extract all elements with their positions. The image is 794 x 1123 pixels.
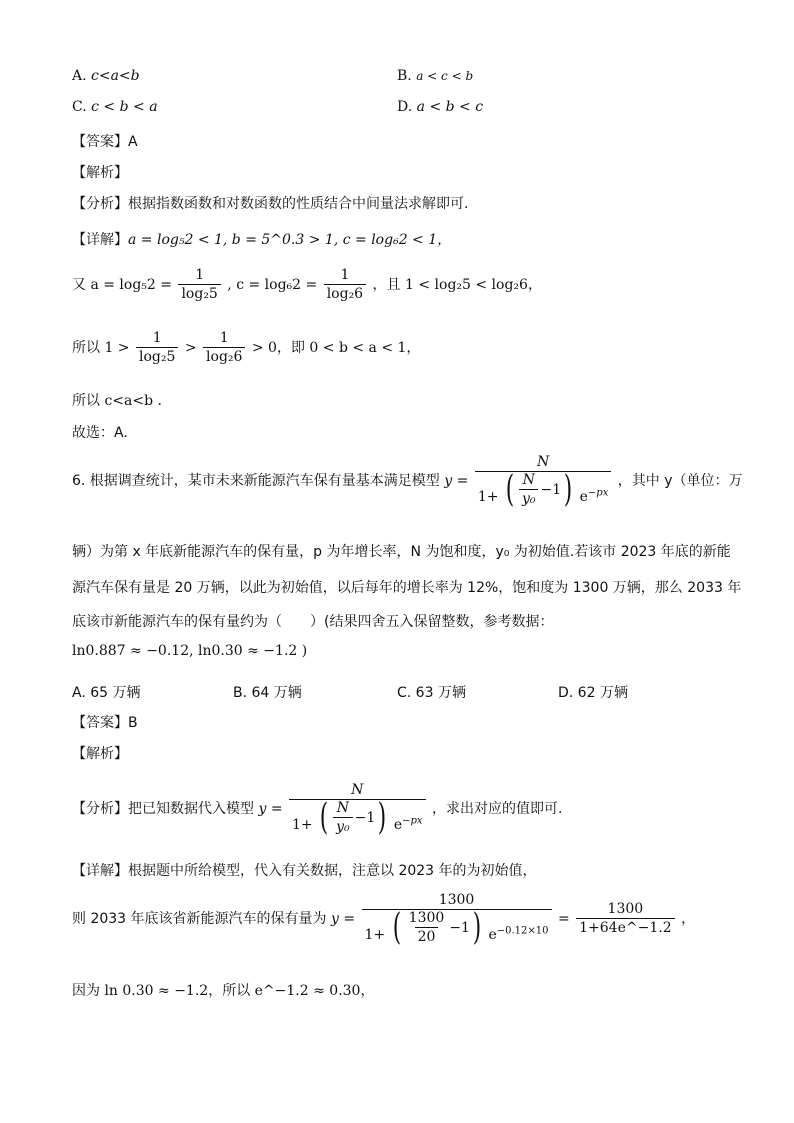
q5-detail-line3: 所以 1 > $\frac{1}{\text{log₂5}}$ > $\frac{1}{\text{log₂6}}$ > 0，即 0 < b < a < 1，: [72, 330, 421, 365]
fraction: $\frac{1300}{1+64e\^{}-1.2}$: [576, 901, 674, 937]
fraction: $\frac{1}{\text{log₂6}}$: [324, 267, 366, 303]
model-formula: N 1+ ( $\frac{N}{\text{y₀}}$ −1 ) $e^{-px}$: [475, 454, 612, 508]
q5-option-b: B. a < c < b: [397, 68, 474, 84]
q6-option-d: D. 62 万辆: [558, 685, 628, 701]
q5-detail-line1: 【详解】a = log₅2 < 1, b = 5^0.3 > 1, c = log₆2 < 1，: [72, 232, 452, 248]
q6-stem-line2: 辆）为第 x 年底新能源汽车的保有量，p 为年增长率，N 为饱和度，y₀ 为初始值.若该市 2023 年底的新能: [72, 544, 731, 560]
q6-answer: 【答案】B: [72, 715, 138, 731]
q6-stem-line1: 6. 根据调查统计，某市未来新能源汽车保有量基本满足模型 y = N 1+ ( $\frac{N}{\text{y₀}}$ −1 ) $e^{-px}$ ，其中 y（单位：万: [72, 454, 743, 510]
q6-option-a: A. 65 万辆: [72, 685, 141, 701]
calc-formula: 1300 1+ ( $\frac{1300}{20}$ −1 ) $e^{-0.12\times 10}$: [362, 892, 552, 946]
q6-option-c: C. 63 万辆: [397, 685, 466, 701]
model-formula: N 1+ ( $\frac{N}{\text{y₀}}$ −1 ) $e^{-px}$: [289, 782, 426, 836]
q5-answer: 【答案】A: [72, 134, 138, 150]
q6-detail-line1: 【详解】根据题中所给模型，代入有关数据，注意以 2023 年的为初始值，: [72, 863, 537, 879]
q6-stem-line5: ln0.887 ≈ −0.12, ln0.30 ≈ −1.2 ): [72, 643, 308, 659]
q6-stem-line4: 底该市新能源汽车的保有量约为（ ）(结果四舍五入保留整数，参考数据：: [72, 614, 554, 630]
q5-analysis-tag: 【解析】: [72, 165, 128, 181]
q5-option-d: D. a < b < c: [397, 99, 484, 115]
q6-stem-line3: 源汽车保有量是 20 万辆，以此为初始值，以后每年的增长率为 12%，饱和度为 1300 万辆，那么 2033 年: [72, 580, 742, 596]
q6-analysis-tag: 【解析】: [72, 746, 128, 762]
q6-detail-line2: 则 2033 年底该省新能源汽车的保有量为 y = 1300 1+ ( $\frac{1300}{20}$ −1 ) $e^{-0.12\times 10}$ = $\frac{1300}{1+64e\^{}-1.2}$ ，: [72, 892, 696, 948]
q5-fenxi: 【分析】根据指数函数和对数函数的性质结合中间量法求解即可.: [72, 196, 469, 212]
fraction: $\frac{1}{\text{log₂5}}$: [178, 267, 220, 303]
q5-choose: 故选：A.: [72, 425, 128, 441]
q6-detail-line3: 因为 ln 0.30 ≈ −1.2，所以 e^−1.2 ≈ 0.30，: [72, 983, 375, 999]
fraction: $\frac{1}{\text{log₂5}}$: [136, 330, 178, 366]
q5-option-c: C. c < b < a: [72, 99, 158, 115]
q5-detail-line2: 又 a = log₅2 = $\frac{1}{\text{log₂5}}$ , c = log₆2 = $\frac{1}{\text{log₂6}}$ ，且 1 < log₂5 < log₂6，: [72, 267, 542, 302]
q5-detail-line4: 所以 c<a<b .: [72, 393, 162, 409]
q6-fenxi: 【分析】把已知数据代入模型 y = N 1+ ( $\frac{N}{\text{y₀}}$ −1 ) $e^{-px}$ ，求出对应的值即可.: [72, 782, 563, 838]
fraction: $\frac{1}{\text{log₂6}}$: [203, 330, 245, 366]
q5-option-a: A. c<a<b: [72, 68, 140, 84]
q6-option-b: B. 64 万辆: [233, 685, 302, 701]
